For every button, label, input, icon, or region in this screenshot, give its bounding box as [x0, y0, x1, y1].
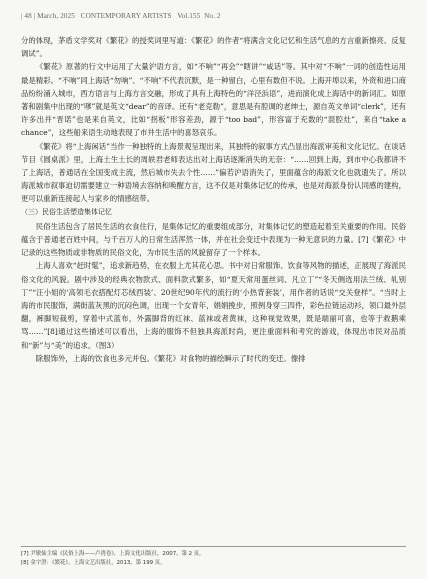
footnote: [7] 尹敏仙主编《民俗上海——卢湾卷》，上海文化出版社，2007，第 2 页。 [21, 551, 205, 557]
footnote-divider [21, 546, 406, 547]
running-header [21, 12, 406, 28]
paragraph: 《繁花》将“上海闲话”当作一种独特的上海景观呈现出来，其独特的叙事方式凸显出海派审美和文化记忆。在谈话节目《圆桌派》里，上海土生土长的周轶君老师表达出对上海话逐渐消失的无奈：“……回到上海，到市中心我都讲不了上海话，普通话在全国变成主流，然后城市失去个性……”偏若沪语消失了，里面蕴含的海派文化也就遗失了。所以海派城市叙事迫切需要建立一种语境去容纳和唤醒方言，这不仅是对集体记忆的传承，也是对海派身份认同感的建构，更可以重新连接起人与家乡的情感纽带。 [21, 141, 406, 204]
footnotes [21, 546, 406, 568]
footnote: [8] 金宇澄：《繁花》，上海文艺出版社，2013，第 199 页。 [21, 560, 166, 566]
paragraph: 分的体现，茅盾文学奖对《繁花》的授奖词里写道：《繁花》的作者“将满含文化记忆和生活气息的方言重新擦亮、反复调试”。 [21, 36, 406, 59]
section-heading: （三）民俗生活塑造集体记忆 [21, 207, 112, 216]
paragraph: 上海人喜欢“赶时髦”，追求新趋势，在衣服上尤其花心思。书中对日常服饰、饮食等风物的描述，正展现了海派民俗文化的风貌。剧中涉及的经典衣物款式、面料款式繁多，如“夏天常用蛋丝词、凡立丁”“冬天侧选用法兰绒、轧别丁”“汪小姐的‘高领毛衣搭配灯芯绒西装’、20世纪90年代的流行的‘小热背套装’，用作者的话说“交关登样”。“当时上海的市民服饰，满街蓝灰黑的沉闷色调，出现一个女青年，娟娟挽步，照例身穿三四件，彩色拉链运动衫，领口最外层翻，裤脚短裁剪，穿着中式蓝布，外露脚背的红袜、蓝袜或者黄袜，这种视觉效果，既是端丽可喜，也等于救鹅乘骂……”[8]通过这些描述可以看出，上海的服饰不但独具海派时尚，更注重面料和考究的游戏，体现出市民对品质和“新”与“美”的追求。（图3） [21, 261, 406, 350]
running-header-text: | 48 | March, 2025 CONTEMPORARY ARTISTS Vol.155 No. 2 [21, 12, 221, 20]
paragraph: 民俗生活包含了居民生活的衣食住行，是集体记忆的重要组成部分，对集体记忆的塑造起着至关重要的作用。民俗蕴含于普通老百姓中间，与千百万人的日常生活浑然一体，并在社会变迁中表现为一种无意识的力量。[7]《繁花》中记录的这些物质或非物质的民俗文化，为市民生活的风貌留存了一个样本。 [21, 221, 406, 258]
article-body [21, 34, 406, 365]
paragraph: 除服饰外，上海的饮食也多元并包。《繁花》对食物的描绘瞬示了时代的变迁。像排 [35, 353, 306, 363]
paragraph: 《繁花》原著的行文中运用了大量沪语方言，如“不响”“再会”“瞎讲”“咸话”等。其中对“不响”一词的创造性运用最是精彩。“不响”同上海话“勿响”、“不响”不代表沉默，是一种留白，心里有数但不说。上海开埠以来，外资和进口商品纷纷涌入城市，西方语言与上海方言交融，形成了具有上海特色的“洋泾浜语”，进而演化成上海话中的新词汇。如原著和剧集中出现的“嗲”就是英文“dear”的音译。还有“老克勒”，意思是有腔调的老绅士，源自英文单词“clerk”，还有许多出并“晋诺”也是来自英文，比如“拐板”形容差劲，源于“too bad”，形容富于充数的“混腔灶”，来自“take a chance”，这些船来语生动地表现了市井生活中的喜怒哀乐。 [21, 62, 406, 138]
